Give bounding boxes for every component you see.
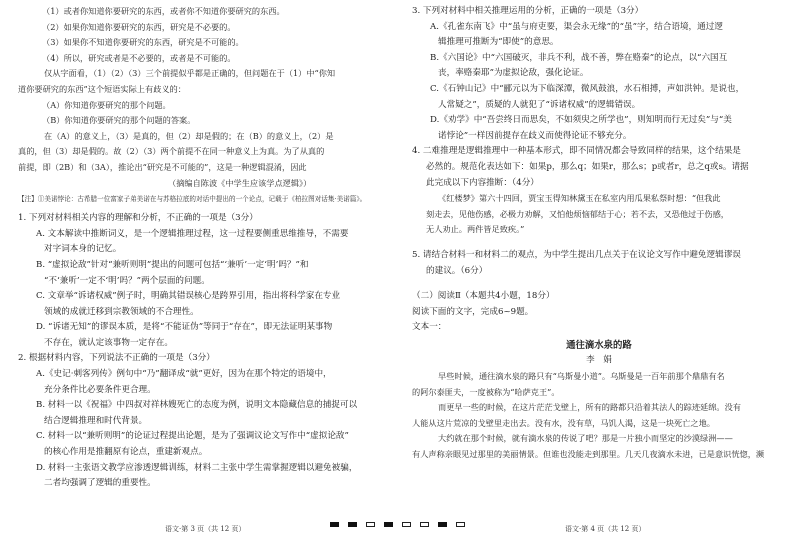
article-para: 有人声称亲眼见过那里的美丽情景。但谁也没能走到那里。几天几夜滴水未进，已是意识恍惚，濒 [412, 449, 765, 460]
mark-open [420, 522, 429, 527]
q4-quote: 《红楼梦》第六十四回，贾宝玉得知林黛玉在私室内用瓜果私祭时想：“但我此 [438, 193, 721, 204]
article-title: 通往滴水泉的路 [566, 339, 632, 351]
article-para: 的阿尔泰匪夫，一度被称为“哈萨克王”。 [412, 386, 560, 397]
q4-quote: 刻走去，见他伤感，必极力劝解，又怕他烦恼郁结于心；若不去，又恐他过于伤感， [426, 208, 729, 219]
q3-option-b-cont: 丧，率赂秦耶”为虚拟论敌，强化论证。 [438, 68, 589, 79]
q4-quote: 无人劝止。两件皆足致疾。” [426, 224, 525, 235]
premise-2: （2）如果你知道你要研究的东西，研究是不必要的。 [42, 21, 236, 32]
q2-option-b-cont: 结合逻辑推理和时代背景。 [44, 415, 148, 426]
passage-line: 仅从字面看，（1）（2）（3）三个前提似乎都是正确的，但问题在于（1）中“你知 [44, 68, 336, 79]
text-label: 文本一： [412, 322, 447, 333]
mark-open [456, 522, 465, 527]
q2-option-c[interactable]: C. 材料一以“兼听则明”的论证过程提出论题，是为了强调议论文写作中“虚拟论敌” [36, 431, 349, 442]
left-page [18, 4, 390, 492]
mark-filled [330, 522, 339, 527]
question-4-line: 此完成以下内容推断：（4分） [426, 177, 539, 188]
passage-source: （摘编自陈波《中学生应该学点逻辑》） [168, 177, 312, 188]
premise-4: （4）所以，研究或者是不必要的，或者是不可能的。 [42, 52, 236, 63]
premise-1: （1）或者你知道你要研究的东西，或者你不知道你要研究的东西。 [42, 6, 285, 16]
passage-line: 前提，即（2B）和（3A），推论出“研究是不可能的”，这是一种逻辑混淆，因此 [18, 161, 307, 172]
q2-option-b[interactable]: B. 材料一以《祝福》中四叔对祥林嫂死亡的态度为例，说明文本隐藏信息的捕捉可以 [36, 400, 358, 411]
q1-option-c-cont: 领域的成就迁移到宗教领域的不合理性。 [44, 306, 199, 317]
passage-line: 在（A）的意义上，（3）是真的，但（2）却是假的；在（B）的意义上，（2）是 [44, 130, 334, 141]
q2-option-c-cont: 的核心作用是推翻原有论点，重建新观点。 [44, 447, 208, 458]
page-footer-left: 语文·第 3 页（共 12 页） [165, 525, 246, 533]
q1-option-d[interactable]: D. “诉诸无知”的谬误本质，是将“不能证伪”等同于“存在”，即无法证明某事物 [36, 322, 333, 333]
q2-option-d[interactable]: D. 材料一主张语文教学应渗透逻辑训练，材料二主张中学生需掌握逻辑以避免被骗， [36, 462, 358, 473]
mark-filled [384, 522, 393, 527]
q3-option-d[interactable]: D.《劝学》中“吾尝终日而思矣，不如须臾之所学也”，则知明而行无过矣”与“美 [430, 115, 732, 126]
mark-filled [348, 522, 357, 527]
q2-option-d-cont: 二者均强调了逻辑的重要性。 [44, 478, 156, 489]
q1-option-b[interactable]: B. “虚拟论敌”针对“兼听则明”提出的问题可包括“‘兼听’一定‘明’吗？”和 [36, 259, 309, 270]
question-5-stem: 5. 请结合材料一和材料二的观点，为中学生提出几点关于在议论文写作中避免逻辑谬误 [412, 249, 741, 260]
q1-option-d-cont: 不存在，就认定该事物一定存在。 [44, 337, 173, 348]
q1-option-a[interactable]: A. 文本解读中推断词义，是一个逻辑推理过程，这一过程要侧重思维推导，不需要 [36, 228, 349, 239]
question-3-stem: 3. 下列对材料中相关推理运用的分析，正确的一项是（3分） [412, 6, 644, 16]
passage-line: 道你要研究的东西”这个短语实际上有歧义的： [18, 83, 186, 94]
registration-marks [330, 522, 465, 527]
article-para: 人能从这片荒凉的戈壁里走出去。没有水，没有草，马饥人渴，这是一块死亡之地。 [412, 417, 715, 428]
footnote: 【注】①美诺悖论：古希腊一位富家子弟美诺在与苏格拉底的对话中提出的一个论点，记载于《柏拉图对话集·美诺篇》。 [18, 195, 367, 204]
question-5-line: 的建议。（6分） [426, 265, 488, 276]
article-para: 大约就在那个时候，就有滴水泉的传说了吧？那是一片独小而坚定的沙漠绿洲—— [438, 433, 733, 444]
question-4-line: 必然的。规范化表达如下：如果p，那么q；如果r，那么s；p或者r，总之q或s。请据 [426, 161, 749, 172]
page-footer-right: 语文·第 4 页（共 12 页） [565, 525, 646, 533]
passage-line: 真的，但（3）却是假的。故（2）（3）两个前提不在同一种意义上为真。为了从真的 [18, 146, 325, 157]
q3-option-c[interactable]: C.《石钟山记》中“郦元以为下临深潭，微风鼓浪，水石相搏，声如洪钟。是说也， [430, 83, 745, 94]
mark-filled [438, 522, 447, 527]
q1-option-a-cont: 对字词本身的记忆。 [44, 244, 122, 255]
mark-open [402, 522, 411, 527]
article-para: 早些时候，通往滴水泉的路只有“乌斯曼小道”。乌斯曼是一百年前那个鼎鼎有名 [438, 371, 725, 382]
mark-open [366, 522, 375, 527]
q1-option-c[interactable]: C. 文章举“诉诸权威”例子时，明确其错误核心是跨界引用，指出将科学家在专业 [36, 291, 341, 302]
q3-option-c-cont: 人常疑之”，质疑的人就犯了“诉诸权威”的逻辑错误。 [438, 99, 641, 110]
q3-option-d-cont: 诺悖论”一样因前提存在歧义而使得论证不够充分。 [438, 130, 632, 141]
passage-line: （A）你知道你要研究的那个问题。 [42, 99, 171, 110]
q3-option-a-cont: 辑推理可推断为“即使”的意思。 [438, 37, 559, 48]
q3-option-b[interactable]: B.《六国论》中“六国破灭，非兵不利，战不善，弊在赂秦”的论点，以“六国互 [430, 52, 728, 63]
question-2-stem: 2. 根据材料内容，下列说法不正确的一项是（3分） [18, 353, 215, 364]
section-intro: 阅读下面的文字，完成6~9题。 [412, 306, 534, 317]
q3-option-a[interactable]: A.《孔雀东南飞》中“虽与府吏要，渠会永无缘”的“虽”字，结合语境，通过逻 [430, 21, 723, 32]
q2-option-a[interactable]: A.《史记·刺客列传》例句中“乃”翻译成“就”更好，因为在那个特定的语境中， [36, 369, 332, 380]
premise-3: （3）如果你不知道你要研究的东西，研究是不可能的。 [42, 37, 244, 48]
question-1-stem: 1. 下列对材料相关内容的理解和分析，不正确的一项是（3分） [18, 213, 258, 224]
q1-option-b-cont: “不‘兼听’一定不‘明’吗？”两个层面的问题。 [44, 275, 210, 286]
article-author: 李 娟 [586, 355, 612, 366]
question-4-stem: 4. 二难推理是逻辑推理中一种基本形式，即不同情况都会导致同样的结果，这个结果是 [412, 146, 741, 157]
article-para: 而更早一些的时候，在这片茫茫戈壁上，所有的路都只沿着其法人的踪迹延绵。没有 [438, 402, 741, 413]
right-page [412, 4, 786, 463]
passage-line: （B）你知道你要研究的那个问题的答案。 [42, 115, 196, 126]
section-heading: （二）阅读Ⅱ（本题共4小题，18分） [412, 291, 555, 302]
q2-option-a-cont: 充分条件比必要条件更合理。 [44, 384, 156, 395]
